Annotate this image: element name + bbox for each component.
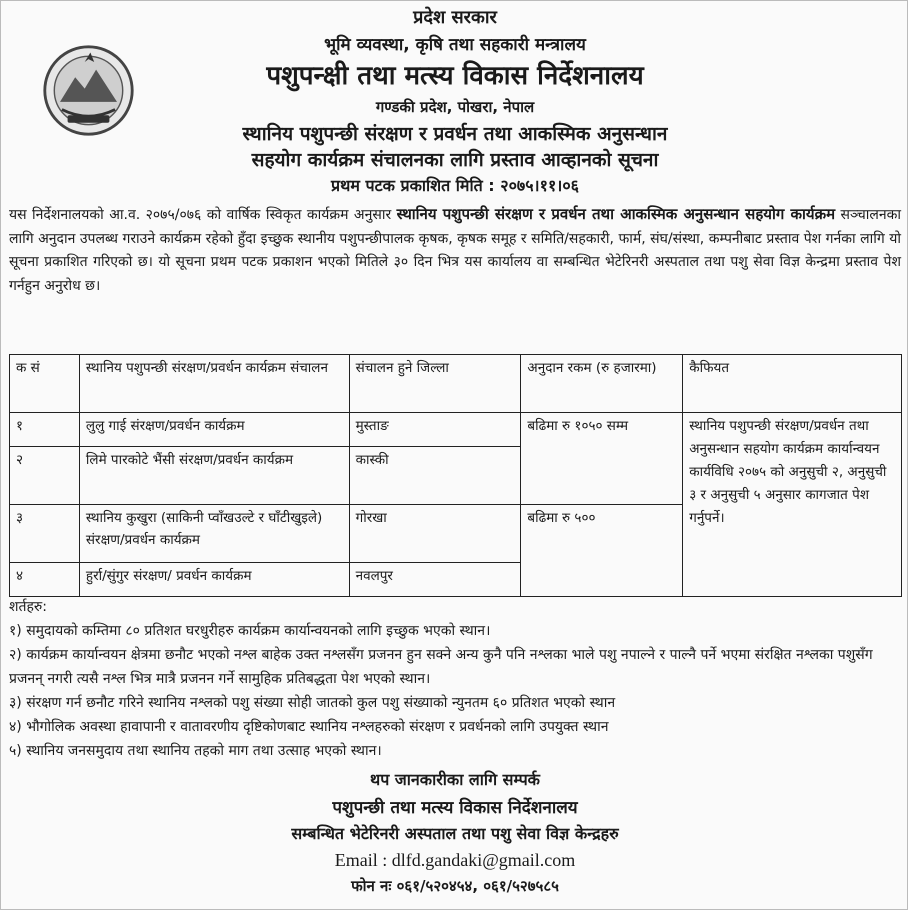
cell-program: स्थानिय कुखुरा (साकिनी प्वाँखउल्टे र घाँटीखुइले) संरक्षण/प्रवर्धन कार्यक्रम (79, 505, 349, 563)
contact-email: Email : dlfd.gandaki@gmail.com (334, 850, 576, 870)
intro-program-name: स्थानिय पशुपन्छी संरक्षण र प्रवर्धन तथा आकस्मिक अनुसन्धान सहयोग कार्यक्रम (396, 205, 836, 223)
contact-directorate: पशुपन्छी तथा मत्स्य विकास निर्देशनालय (332, 798, 578, 818)
contact-phone: फोन नः ०६१/५२०४५४, ०६१/५२७५८५ (351, 877, 559, 895)
contact-centers: सम्बन्धित भेटेरिनरी अस्पताल तथा पशु सेवा विज्ञ केन्द्रहरु (291, 824, 619, 843)
intro-text-2: सञ्चालनका लागि अनुदान उपलब्ध गराउने कार्यक्रम रहेको हुँदा इच्छुक स्थानीय पशुपन्छीपालक कृषक, कृषक समूह र समिति/सहकारी, फार्म, संघ/संस्था, कम्पनीबाट प्रस्ताव पेश गर्नका लागि यो सूचना प्रकाशित गरिएको छ। यो सूचना प्रथम पटक प्रकाशन भएको मितिले ३० दिन भित्र यस कार्यालय वा सम्बन्धित भेटेरिनरी अस्पताल तथा पशु सेवा विज्ञ केन्द्रमा प्रस्ताव पेश गर्नहुन अनुरोध छ। (9, 207, 901, 294)
cell-district: कास्की (349, 447, 521, 505)
cell-district: नवलपुर (349, 563, 521, 597)
list-item: ३) संरक्षण गर्न छनौट गरिने स्थानिय नश्लको पशु संख्या सोही जातको कुल पशु संख्याको न्युनतम ६० प्रतिशत भएको स्थान (9, 695, 616, 711)
intro-paragraph (9, 203, 901, 298)
cell-district: गोरखा (349, 505, 521, 563)
list-item: १) समुदायको कम्तिमा ८० प्रतिशत घरधुरीहरु कार्यक्रम कार्यान्वयनको लागि इच्छुक भएको स्थान। (9, 623, 491, 639)
notice-title-line1: स्थानिय पशुपन्छी संरक्षण र प्रवर्धन तथा आकस्मिक अनुसन्धान (242, 123, 668, 145)
cell-program: लुलु गाई संरक्षण/प्रवर्धन कार्यक्रम (79, 413, 349, 447)
table-row (10, 413, 902, 447)
cell-district: मुस्ताङ (349, 413, 521, 447)
contact-heading: थप जानकारीका लागि सम्पर्क (370, 770, 540, 789)
cell-sn: ३ (10, 505, 80, 563)
cell-amount: बढिमा रु ५०० (521, 505, 683, 597)
header-directorate: पशुपन्क्षी तथा मत्स्य विकास निर्देशनालय (266, 61, 644, 91)
list-item: ५) स्थानिय जनसमुदाय तथा स्थानिय तहको माग तथा उत्साह भएको स्थान। (9, 743, 382, 759)
col-header-district: संचालन हुने जिल्ला (349, 355, 521, 413)
header-ministry: भूमि व्यवस्था, कृषि तथा सहकारी मन्त्रालय (324, 35, 586, 55)
terms-list (9, 619, 901, 763)
col-header-remarks: कैफियत (683, 355, 902, 413)
header-province-government: प्रदेश सरकार (413, 7, 497, 28)
cell-sn: ४ (10, 563, 80, 597)
cell-program: लिमे पारकोटे भैंसी संरक्षण/प्रवर्धन कार्यक्रम (79, 447, 349, 505)
cell-remarks: स्थानिय पशुपन्छी संरक्षण/प्रवर्धन तथा अनुसन्धान सहयोग कार्यक्रम कार्यान्वयन कार्यविधि २०७५ को अनुसुची २, अनुसुची ३ र अनुसुची ५ अनुसार कागजात पेश गर्नुपर्ने। (683, 413, 902, 597)
government-emblem-icon (41, 43, 136, 138)
intro-text-1: यस निर्देशनालयको आ.व. २०७५/०७६ को वार्षिक स्विकृत कार्यक्रम अनुसार (9, 207, 397, 223)
cell-sn: १ (10, 413, 80, 447)
table-header-row (10, 355, 902, 413)
program-table (9, 354, 902, 597)
col-header-sn: क सं (10, 355, 80, 413)
header-address: गण्डकी प्रदेश, पोखरा, नेपाल (375, 98, 535, 116)
col-header-program: स्थानिय पशुपन्छी संरक्षण/प्रवर्धन कार्यक्रम संचालन (79, 355, 349, 413)
cell-sn: २ (10, 447, 80, 505)
terms-heading: शर्तहरु: (9, 599, 48, 615)
cell-amount: बढिमा रु १०५० सम्म (521, 413, 683, 505)
list-item: ४) भौगोलिक अवस्था हावापानी र वातावरणीय दृष्टिकोणबाट स्थानिय नश्लहरुको संरक्षण र प्रवर्धनको लागि उपयुक्त स्थान (9, 719, 609, 735)
notice-title-line2: सहयोग कार्यक्रम संचालनका लागि प्रस्ताव आव्हानको सूचना (251, 149, 659, 171)
list-item: २) कार्यक्रम कार्यान्वयन क्षेत्रमा छनौट भएको नश्ल बाहेक उक्त नश्लसँग प्रजनन हुन सक्ने अन्य कुनै पनि नश्लका भाले पशु नपाल्ने र पाल्नै पर्ने भएमा संरक्षित नश्लका पशुसँग प्रजनन् नगरी त्यसै नश्ल भित्र मात्रै प्रजनन गर्ने सामुहिक प्रतिबद्धता पेश भएको स्थान। (9, 647, 873, 687)
publication-date: प्रथम पटक प्रकाशित मिति : २०७५।११।०६ (331, 176, 579, 195)
cell-program: हुर्रा/सुंगुर संरक्षण/ प्रवर्धन कार्यक्रम (79, 563, 349, 597)
col-header-amount: अनुदान रकम (रु हजारमा) (521, 355, 683, 413)
